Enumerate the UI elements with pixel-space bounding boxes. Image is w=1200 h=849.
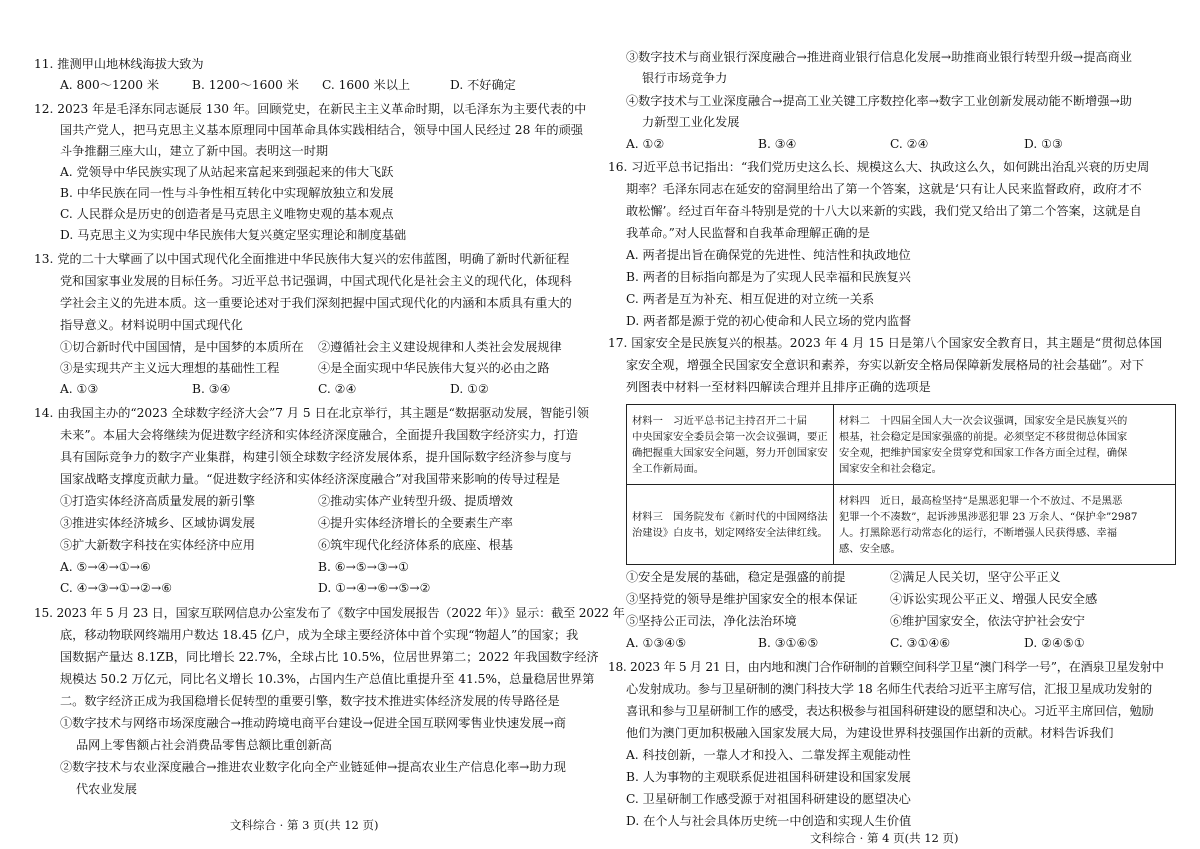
q14-item-2: ②推动实体产业转型升级、提质增效 [318, 494, 513, 508]
right-page [600, 0, 1200, 849]
q18-stem-line: 心发射成功。参与卫星研制的澳门科技大学 18 名师生代表给习近平主席写信，汇报卫星成功发射的 [626, 682, 1152, 696]
q13-stem-line: 指导意义。材料说明中国式现代化 [60, 318, 243, 332]
q18-stem-line: 喜讯和参与卫星研制工作的感受，表达积极参与祖国科研建设的愿望和决心。习近平主席回信，勉励 [626, 704, 1154, 718]
q13-item-4: ④是全面实现中华民族伟大复兴的必由之路 [318, 361, 550, 375]
q13-option-c: C. ②④ [318, 382, 357, 396]
q12-option-b: B. 中华民族在同一性与斗争性相互转化中实现解放独立和发展 [60, 186, 394, 200]
q14-item-1: ①打造实体经济高质量发展的新引擎 [60, 494, 255, 508]
q15-item-2-cont: 代农业发展 [76, 782, 137, 796]
material-1-line: 确把握重大国家安全问题，努力开创国家安 [632, 446, 828, 459]
q16-option-c: C. 两者是互为补充、相互促进的对立统一关系 [626, 292, 875, 306]
q13-item-3: ③是实现共产主义远大理想的基础性工程 [60, 361, 280, 375]
q12-option-a: A. 党领导中华民族实现了从站起来富起来到强起来的伟大飞跃 [60, 165, 394, 179]
q13-stem-line: 党和国家事业发展的目标任务。习近平总书记强调，中国式现代化是社会主义的现代化，体现科 [60, 274, 572, 288]
q16-option-d: D. 两者都是源于党的初心使命和人民立场的党内监督 [626, 314, 912, 328]
q16-stem-line: 16. 习近平总书记指出：“我们党历史这么长、规模这么大、执政这么久，如何跳出治乱兴衰的历史周 [608, 160, 1150, 174]
material-1 [627, 405, 834, 485]
q15-item-1-cont: 品网上零售额占社会消费品零售总额比重创新高 [76, 738, 332, 752]
q15-stem-line: 国数据产量达 8.1ZB，同比增长 22.7%，全球占比 10.5%，位居世界第二；2022 年我国数字经济 [60, 650, 599, 664]
material-1-line: 材料一 习近平总书记主持召开二十届 [632, 414, 808, 427]
page-footer-left: 文科综合 · 第 3 页(共 12 页) [230, 818, 379, 832]
q14-item-4: ④提升实体经济增长的全要素生产率 [318, 516, 513, 530]
q14-stem-line: 具有国际竞争力的数字产业集群，构建引领全球数字经济发展体系，提升国际数字经济参与度与 [60, 450, 572, 464]
q17-option-c: C. ③①④⑥ [890, 636, 951, 650]
q17-option-a: A. ①③④⑤ [626, 636, 687, 650]
q15-stem-line: 底，移动物联网终端用户数达 18.45 亿户，成为全球主要经济体中首个实现“物超人”的国家；我 [60, 628, 579, 642]
materials-table [626, 404, 1176, 565]
q15-item-2: ②数字技术与农业深度融合→推进农业数字化向全产业链延伸→提高农业生产信息化率→助力现 [60, 760, 566, 774]
q17-item-4: ④诉讼实现公平正义、增强人民安全感 [890, 592, 1098, 606]
q13-stem-line: 学社会主义的先进本质。这一重要论述对于我们深刻把握中国式现代化的内涵和本质具有重大的 [60, 296, 572, 310]
q11-option-c: C. 1600 米以上 [322, 78, 411, 92]
q15-option-a: A. ①② [626, 137, 665, 151]
material-2-line: 材料二 十四届全国人大一次会议强调，国家安全是民族复兴的 [839, 414, 1128, 427]
q12-stem-line: 12. 2023 年是毛泽东同志诞辰 130 年。回顾党史，在新民主主义革命时期，以毛泽东为主要代表的中 [34, 102, 587, 116]
q16-option-b: B. 两者的目标指向都是为了实现人民幸福和民族复兴 [626, 270, 911, 284]
q16-stem-line: 期率？毛泽东同志在延安的窑洞里给出了第一个答案，这就是‘只有让人民来监督政府，政府才不 [626, 182, 1142, 196]
q14-stem-line: 14. 由我国主办的“2023 全球数字经济大会”7 月 5 日在北京举行，其主题是“数据驱动发展，智能引领 [34, 406, 589, 420]
q18-stem-line: 18. 2023 年 5 月 21 日，由内地和澳门合作研制的首颗空间科学卫星“澳门科学一号”，在酒泉卫星发射中 [608, 660, 1164, 674]
q13-item-2: ②遵循社会主义建设规律和人类社会发展规律 [318, 340, 562, 354]
q11-option-b: B. 1200～1600 米 [192, 78, 299, 92]
material-3-line: 治建设》白皮书，划定网络安全法律红线。 [632, 526, 828, 539]
q17-option-b: B. ③①⑥⑤ [758, 636, 819, 650]
q18-option-b: B. 人为事物的主观联系促进祖国科研建设和国家发展 [626, 770, 911, 784]
q13-option-b: B. ③④ [192, 382, 231, 396]
q17-item-1: ①安全是发展的基础，稳定是强盛的前提 [626, 570, 846, 584]
q15-item-3: ③数字技术与商业银行深度融合→推进商业银行信息化发展→助推商业银行转型升级→提高商业 [626, 50, 1132, 64]
q12-stem-line: 斗争推翻三座大山，建立了新中国。表明这一时期 [60, 144, 329, 158]
q17-option-d: D. ②④⑤① [1024, 636, 1085, 650]
material-4-line: 材料四 近日，最高检坚持“是黑恶犯罪一个不放过、不是黑恶 [839, 494, 1123, 507]
material-1-line: 全工作新局面。 [632, 462, 705, 475]
q16-stem-line: 敢松懈’。经过百年奋斗特别是党的十八大以来新的实践，我们党又给出了第二个答案，这就是自 [626, 204, 1142, 218]
q14-item-3: ③推进实体经济城乡、区域协调发展 [60, 516, 255, 530]
material-3-line: 材料三 国务院发布《新时代的中国网络法 [632, 510, 828, 523]
q12-option-c: C. 人民群众是历史的创造者是马克思主义唯物史观的基本观点 [60, 207, 394, 221]
q13-option-d: D. ①② [450, 382, 489, 396]
q18-option-c: C. 卫星研制工作感受源于对祖国科研建设的愿望决心 [626, 792, 911, 806]
q14-option-b: B. ⑥→⑤→③→① [318, 560, 410, 574]
q14-option-d: D. ①→④→⑥→⑤→② [318, 581, 431, 595]
material-2-line: 国家安全和社会稳定。 [839, 462, 942, 475]
q11-stem: 11. 推测甲山地林线海拔大致为 [34, 57, 204, 71]
material-1-line: 中央国家安全委员会第一次会议强调，要正 [632, 430, 828, 443]
material-4-line: 犯罪一个不凑数”，起诉涉黑涉恶犯罪 23 万余人、“保护伞”2987 [839, 510, 1138, 523]
q18-option-a: A. 科技创新，一靠人才和投入、二靠发挥主观能动性 [626, 748, 911, 762]
q11-option-a: A. 800～1200 米 [60, 78, 160, 92]
q17-stem-line: 列图表中材料一至材料四解读合理并且排序正确的选项是 [626, 380, 931, 394]
q18-stem-line: 他们为澳门更加积极融入国家发展大局，为建设世界科技强国作出新的贡献。材料告诉我们 [626, 726, 1114, 740]
q17-item-5: ⑤坚持公正司法，净化法治环境 [626, 614, 797, 628]
q14-stem-line: 未来”。本届大会将继续为促进数字经济和实体经济深度融合，全面提升我国数字经济实力，打造 [60, 428, 579, 442]
q15-option-d: D. ①③ [1024, 137, 1063, 151]
material-4-line: 人。打黑除恶行动常态化的运行，不断增强人民获得感、幸福 [839, 526, 1118, 539]
q14-option-c: C. ④→③→①→②→⑥ [60, 581, 173, 595]
q13-option-a: A. ①③ [60, 382, 99, 396]
q15-item-3-cont: 银行市场竞争力 [642, 71, 728, 85]
material-4 [834, 485, 1176, 565]
q15-stem-line: 二。数字经济正成为我国稳增长促转型的重要引擎，数字技术推进实体经济发展的传导路径是 [60, 694, 560, 708]
q13-stem-line: 13. 党的二十大擘画了以中国式现代化全面推进中华民族伟大复兴的宏伟蓝图，明确了新时代新征程 [34, 252, 570, 266]
q15-item-4-cont: 力新型工业化发展 [642, 115, 740, 129]
q15-option-c: C. ②④ [890, 137, 929, 151]
q14-item-6: ⑥筑牢现代化经济体系的底座、根基 [318, 538, 513, 552]
q16-option-a: A. 两者提出旨在确保党的先进性、纯洁性和执政地位 [626, 248, 911, 262]
q12-option-d: D. 马克思主义为实现中华民族伟大复兴奠定坚实理论和制度基础 [60, 228, 407, 242]
q14-stem-line: 国家战略支撑度贡献力量。“促进数字经济和实体经济深度融合”对我国带来影响的传导过程是 [60, 472, 560, 486]
q15-item-1: ①数字技术与网络市场深度融合→推动跨境电商平台建设→促进全国互联网零售业快速发展→商 [60, 716, 566, 730]
q15-option-b: B. ③④ [758, 137, 797, 151]
material-2 [834, 405, 1176, 485]
material-3 [627, 485, 834, 565]
q18-option-d: D. 在个人与社会具体历史统一中创造和实现人生价值 [626, 814, 912, 828]
material-4-line: 感、安全感。 [839, 542, 901, 555]
q17-item-6: ⑥维护国家安全，依法守护社会安宁 [890, 614, 1085, 628]
q14-item-5: ⑤扩大新数字科技在实体经济中应用 [60, 538, 255, 552]
material-2-line: 根基，社会稳定是国家强盛的前提。必须坚定不移贯彻总体国家 [839, 430, 1128, 443]
q11-option-d: D. 不好确定 [450, 78, 516, 92]
q14-option-a: A. ⑤→④→①→⑥ [60, 560, 151, 574]
q17-item-3: ③坚持党的领导是维护国家安全的根本保证 [626, 592, 858, 606]
q13-item-1: ①切合新时代中国国情，是中国梦的本质所在 [60, 340, 304, 354]
q15-stem-line: 规模达 50.2 万亿元，同比名义增长 10.3%，占国内生产总值比重提升至 41.5%，总量稳居世界第 [60, 672, 595, 686]
q12-stem-line: 国共产党人，把马克思主义基本原理同中国革命具体实践相结合，领导中国人民经过 28 年的顽强 [60, 123, 583, 137]
q17-stem-line: 家安全观，增强全民国家安全意识和素养，夯实以新安全格局保障新发展格局的社会基础”。对下 [626, 358, 1145, 372]
q15-stem-line: 15. 2023 年 5 月 23 日，国家互联网信息办公室发布了《数字中国发展报告（2022 年）》显示：截至 2022 年 [34, 606, 625, 620]
q17-stem-line: 17. 国家安全是民族复兴的根基。2023 年 4 月 15 日是第八个国家安全教育日，其主题是“贯彻总体国 [608, 336, 1163, 350]
q17-item-2: ②满足人民关切，坚守公平正义 [890, 570, 1061, 584]
material-2-line: 安全观，把维护国家安全贯穿党和国家工作各方面全过程，确保 [839, 446, 1128, 459]
page-footer-right: 文科综合 · 第 4 页(共 12 页) [810, 831, 959, 845]
q15-item-4: ④数字技术与工业深度融合→提高工业关键工序数控化率→数字工业创新发展动能不断增强→助 [626, 94, 1132, 108]
q16-stem-line: 我革命。”对人民监督和自我革命理解正确的是 [626, 226, 870, 240]
